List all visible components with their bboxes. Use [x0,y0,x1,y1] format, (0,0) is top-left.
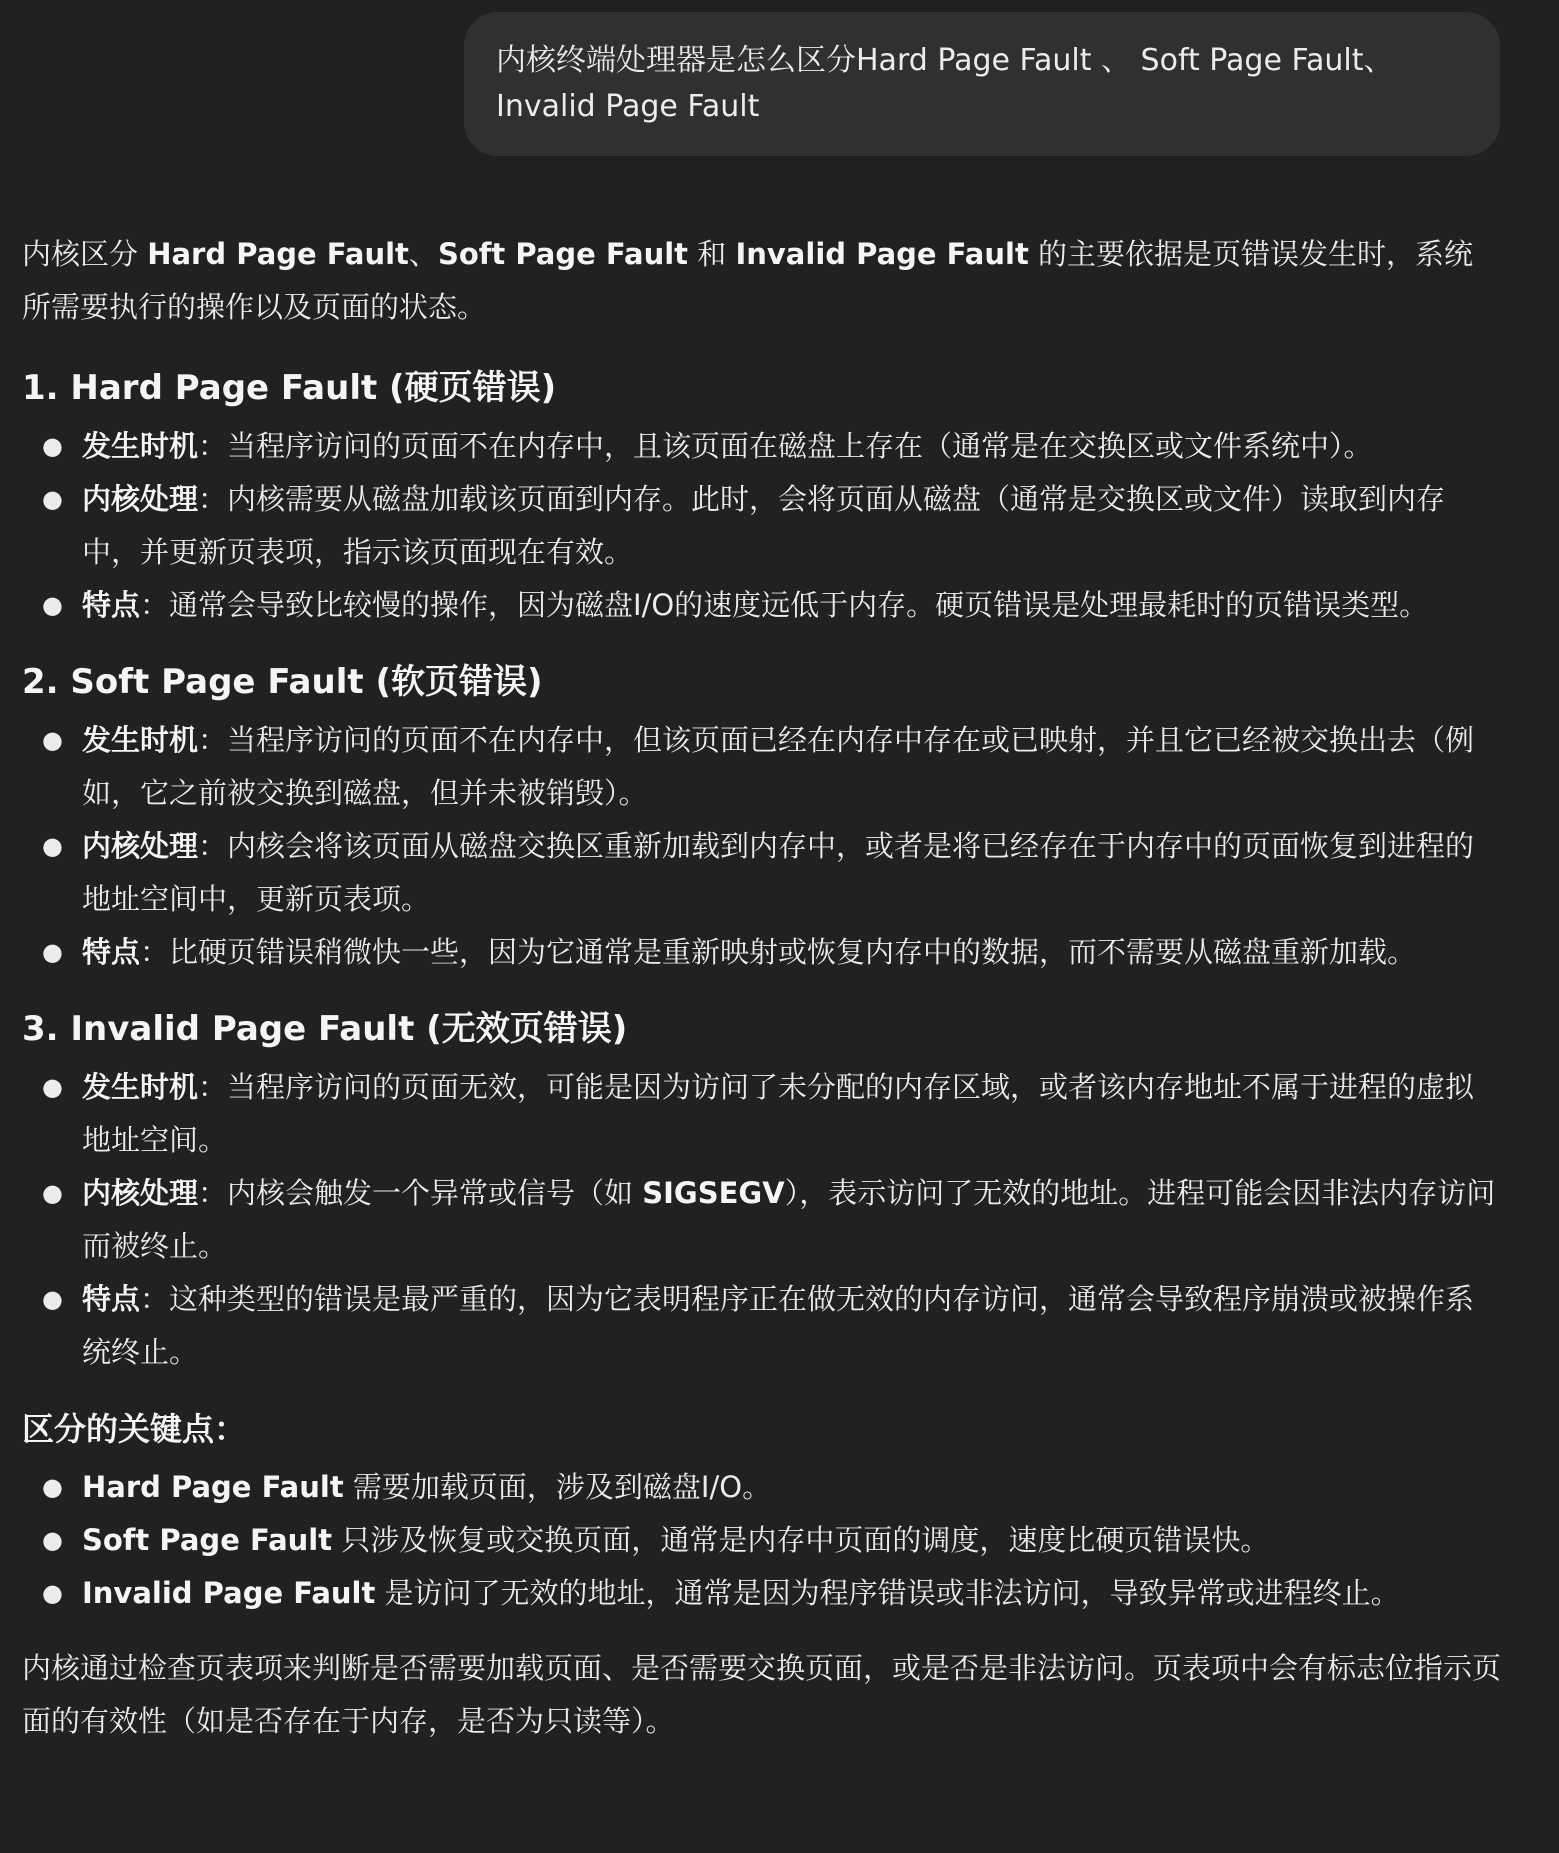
section-list [22,420,1502,632]
item-label: 内核处理 [82,482,199,516]
signal-name: SIGSEGV [642,1176,785,1210]
item-text: ：内核会将该页面从磁盘交换区重新加载到内存中，或者是将已经存在于内存中的页面恢复到进程的地址空间中，更新页表项。 [82,829,1475,916]
section-soft-page-fault [22,654,1502,979]
intro-term-hard: Hard Page Fault [147,237,409,271]
item-label: 特点 [82,1282,141,1316]
list-item [22,820,1502,926]
item-label: Hard Page Fault [82,1470,344,1504]
bullet-icon: ● [42,1073,63,1101]
item-text: ：当程序访问的页面不在内存中，但该页面已经在内存中存在或已映射，并且它已经被交换出去（例如，它之前被交换到磁盘，但并未被销毁）。 [82,723,1475,810]
bullet-icon: ● [42,1579,63,1607]
list-item [22,420,1502,473]
list-item [22,1167,1502,1273]
intro-text-4: 的主要依据是页错误发生时，系统所需要执行的操作以及页面的状态。 [22,237,1474,324]
list-item [22,1061,1502,1167]
list-item [22,1461,1502,1514]
item-text: ：比硬页错误稍微快一些，因为它通常是重新映射或恢复内存中的数据，而不需要从磁盘重新加载。 [140,935,1417,969]
user-message-text: 内核终端处理器是怎么区分Hard Page Fault 、 Soft Page Fault、Invalid Page Fault [496,43,1394,124]
list-item [22,714,1502,820]
bullet-icon: ● [42,1179,63,1207]
intro-term-soft: Soft Page Fault [437,237,689,271]
section-list [22,714,1502,979]
list-item [22,1567,1502,1620]
section-list [22,1061,1502,1379]
section-key-points [22,1401,1502,1620]
item-text: ：当程序访问的页面无效，可能是因为访问了未分配的内存区域，或者该内存地址不属于进程的虚拟地址空间。 [82,1070,1475,1157]
item-text: ：当程序访问的页面不在内存中，且该页面在磁盘上存在（通常是在交换区或文件系统中）。 [198,429,1373,463]
assistant-response [22,228,1502,1748]
item-label: Soft Page Fault [82,1523,333,1557]
outro-paragraph: 内核通过检查页表项来判断是否需要加载页面、是否需要交换页面，或是否是非法访问。页表项中会有标志位指示页面的有效性（如是否存在于内存，是否为只读等）。 [22,1651,1502,1738]
item-label: 内核处理 [82,829,199,863]
key-points-list [22,1461,1502,1620]
item-label: 发生时机 [82,429,199,463]
section-invalid-page-fault [22,1001,1502,1379]
bullet-icon: ● [42,1526,63,1554]
section-heading: 1. Hard Page Fault (硬页错误) [22,368,557,408]
item-text: 是访问了无效的地址，通常是因为程序错误或非法访问，导致异常或进程终止。 [375,1576,1400,1610]
bullet-icon: ● [42,832,63,860]
list-item [22,579,1502,632]
item-label: 发生时机 [82,723,199,757]
item-text: ），表示访问了无效的地址。进程可能会因非法内存访问而被终止。 [82,1176,1496,1263]
intro-paragraph [22,228,1502,334]
section-heading: 2. Soft Page Fault (软页错误) [22,662,543,702]
bullet-icon: ● [42,726,63,754]
item-text: 只涉及恢复或交换页面，通常是内存中页面的调度，速度比硬页错误快。 [332,1523,1270,1557]
bullet-icon: ● [42,1473,63,1501]
item-text: ：内核需要从磁盘加载该页面到内存。此时，会将页面从磁盘（通常是交换区或文件）读取到内存中，并更新页表项，指示该页面现在有效。 [82,482,1446,569]
item-label: 发生时机 [82,1070,199,1104]
bullet-icon: ● [42,1285,63,1313]
section-heading: 3. Invalid Page Fault (无效页错误) [22,1009,628,1049]
item-label: 特点 [82,588,141,622]
user-message-bubble [464,12,1500,156]
list-item [22,1273,1502,1379]
item-text: 需要加载页面，涉及到磁盘I/O。 [343,1470,772,1504]
list-item [22,926,1502,979]
intro-term-invalid: Invalid Page Fault [735,237,1029,271]
intro-text-1: 内核区分 [22,237,148,271]
item-label: 特点 [82,935,141,969]
list-item [22,1514,1502,1567]
section-hard-page-fault [22,360,1502,632]
bullet-icon: ● [42,591,63,619]
item-label: 内核处理 [82,1176,199,1210]
bullet-icon: ● [42,432,63,460]
bullet-icon: ● [42,938,63,966]
key-points-title: 区分的关键点： [22,1410,247,1448]
bullet-icon: ● [42,485,63,513]
item-text: ：通常会导致比较慢的操作，因为磁盘I/O的速度远低于内存。硬页错误是处理最耗时的页错误类型。 [140,588,1429,622]
item-text: ：内核会触发一个异常或信号（如 [198,1176,643,1210]
intro-text-3: 和 [688,237,736,271]
list-item [22,473,1502,579]
item-text: ：这种类型的错误是最严重的，因为它表明程序正在做无效的内存访问，通常会导致程序崩溃或被操作系统终止。 [82,1282,1475,1369]
intro-text-2: 、 [408,237,438,271]
item-label: Invalid Page Fault [82,1576,376,1610]
